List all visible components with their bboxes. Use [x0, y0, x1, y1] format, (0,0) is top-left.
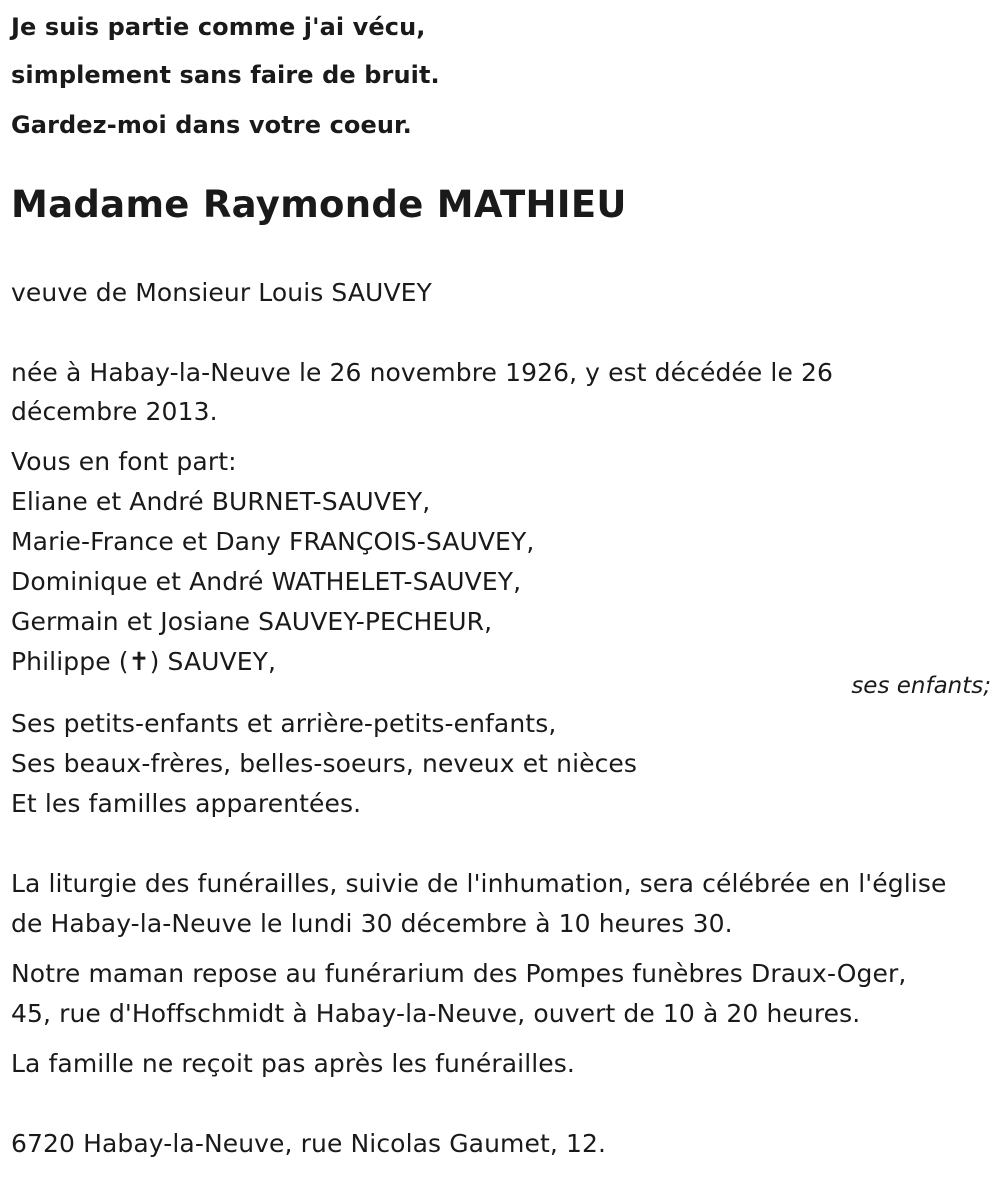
birth-death-line-1: née à Habay-la-Neuve le 26 novembre 1926, y est décédée le 26 [11, 358, 834, 387]
child-line-5: Philippe (✝) SAUVEY, [11, 647, 277, 676]
relatives-line-1: Ses petits-enfants et arrière-petits-enfants, [11, 709, 557, 738]
child-line-2: Marie-France et Dany FRANÇOIS-SAUVEY, [11, 527, 535, 556]
poem-line-2: simplement sans faire de bruit. [11, 61, 440, 89]
poem-line-3: Gardez-moi dans votre coeur. [11, 111, 412, 139]
poem-line-1: Je suis partie comme j'ai vécu, [11, 13, 426, 41]
liturgy-line-2: de Habay-la-Neuve le lundi 30 décembre à 10 heures 30. [11, 909, 733, 938]
liturgy-line-1: La liturgie des funérailles, suivie de l'inhumation, sera célébrée en l'église [11, 869, 947, 898]
funerarium-line-1: Notre maman repose au funérarium des Pompes funèbres Draux-Oger, [11, 959, 907, 988]
relatives-line-2: Ses beaux-frères, belles-soeurs, neveux et nièces [11, 749, 638, 778]
child-line-1: Eliane et André BURNET-SAUVEY, [11, 487, 431, 516]
child-line-4: Germain et Josiane SAUVEY-PECHEUR, [11, 607, 493, 636]
funerarium-line-2: 45, rue d'Hoffschmidt à Habay-la-Neuve, ouvert de 10 à 20 heures. [11, 999, 861, 1028]
announcement-intro: Vous en font part: [11, 447, 237, 476]
no-reception-note: La famille ne reçoit pas après les funérailles. [11, 1049, 575, 1078]
family-address: 6720 Habay-la-Neuve, rue Nicolas Gaumet, 12. [11, 1129, 607, 1158]
widow-of: veuve de Monsieur Louis SAUVEY [11, 278, 432, 307]
relatives-line-3: Et les familles apparentées. [11, 789, 362, 818]
deceased-name: Madame Raymonde MATHIEU [11, 183, 627, 226]
child-line-3: Dominique et André WATHELET-SAUVEY, [11, 567, 522, 596]
birth-death-line-2: décembre 2013. [11, 397, 218, 426]
children-label: ses enfants; [851, 673, 991, 699]
